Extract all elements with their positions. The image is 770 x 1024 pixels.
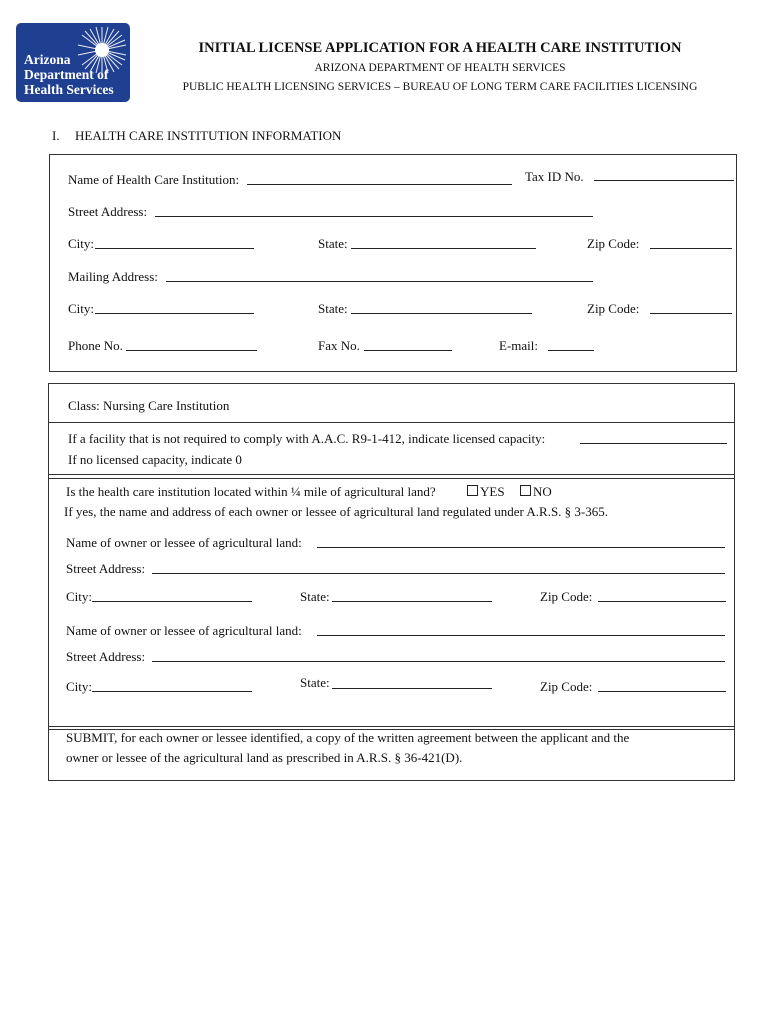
logo-line-3: Health Services [24, 82, 114, 97]
divider [48, 478, 735, 479]
licensed-capacity-field[interactable] [580, 443, 727, 444]
owner-2-street-field[interactable] [152, 661, 725, 662]
agricultural-question: Is the health care institution located within ¼ mile of agricultural land? [66, 484, 436, 499]
agricultural-note: If yes, the name and address of each owner or lessee of agricultural land regulated under A.R.S. § 3-365. [64, 504, 609, 519]
yes-label: YES [480, 484, 505, 499]
owner-2-label: Name of owner or lessee of agricultural land: [66, 623, 302, 638]
owner-2-state-field[interactable] [332, 688, 492, 689]
owner-1-label: Name of owner or lessee of agricultural land: [66, 535, 302, 550]
mailing-city-field[interactable] [95, 313, 254, 314]
page-title: INITIAL LICENSE APPLICATION FOR A HEALTH CARE INSTITUTION [198, 40, 682, 56]
mailing-address-field[interactable] [166, 281, 593, 282]
owner-2-field[interactable] [317, 635, 725, 636]
section-number: I. [52, 128, 60, 143]
logo-line-2: Department of [24, 67, 109, 82]
fax-label: Fax No. [318, 338, 360, 353]
email-field[interactable] [548, 350, 594, 351]
submit-instruction-line-2: owner or lessee of the agricultural land as prescribed in A.R.S. § 36-421(D). [66, 750, 463, 765]
institution-name-field[interactable] [247, 184, 512, 185]
street-address-label: Street Address: [68, 204, 148, 219]
mailing-city-label: City: [68, 301, 95, 316]
owner-2-zip-label: Zip Code: [540, 679, 593, 694]
fax-field[interactable] [364, 350, 452, 351]
owner-2-city-field[interactable] [92, 691, 252, 692]
divider [48, 726, 735, 727]
mailing-zip-label: Zip Code: [587, 301, 640, 316]
owner-1-street-field[interactable] [152, 573, 725, 574]
section-heading: HEALTH CARE INSTITUTION INFORMATION [75, 128, 342, 143]
city-field[interactable] [95, 248, 254, 249]
phone-label: Phone No. [68, 338, 123, 353]
divider [48, 474, 735, 475]
state-field[interactable] [351, 248, 536, 249]
capacity-note: If no licensed capacity, indicate 0 [68, 452, 242, 467]
no-option[interactable] [520, 484, 552, 499]
capacity-question: If a facility that is not required to comply with A.A.C. R9-1-412, indicate licensed capacity: [68, 431, 546, 446]
adhs-logo [16, 23, 130, 102]
yes-checkbox[interactable] [467, 485, 478, 496]
logo-line-1: Arizona [24, 52, 71, 67]
owner-1-city-label: City: [66, 589, 93, 604]
owner-2-state-label: State: [300, 675, 330, 690]
no-checkbox[interactable] [520, 485, 531, 496]
street-address-field[interactable] [155, 216, 593, 217]
department-name: ARIZONA DEPARTMENT OF HEALTH SERVICES [314, 62, 566, 74]
owner-1-street-label: Street Address: [66, 561, 146, 576]
owner-2-street-label: Street Address: [66, 649, 146, 664]
divider [48, 422, 735, 423]
zip-field[interactable] [650, 248, 732, 249]
bureau-name: PUBLIC HEALTH LICENSING SERVICES – BUREAU OF LONG TERM CARE FACILITIES LICENSING [182, 81, 698, 93]
state-label: State: [318, 236, 348, 251]
owner-1-zip-label: Zip Code: [540, 589, 593, 604]
mailing-state-label: State: [318, 301, 348, 316]
owner-1-zip-field[interactable] [598, 601, 726, 602]
phone-field[interactable] [126, 350, 257, 351]
mailing-address-label: Mailing Address: [68, 269, 158, 284]
owner-1-field[interactable] [317, 547, 725, 548]
city-label: City: [68, 236, 95, 251]
owner-2-zip-field[interactable] [598, 691, 726, 692]
owner-1-city-field[interactable] [92, 601, 252, 602]
tax-id-label: Tax ID No. [525, 169, 584, 184]
owner-1-state-field[interactable] [332, 601, 492, 602]
zip-label: Zip Code: [587, 236, 640, 251]
owner-2-city-label: City: [66, 679, 93, 694]
yes-option[interactable] [467, 484, 505, 499]
class-label: Class: Nursing Care Institution [68, 398, 230, 413]
submit-instruction-line-1: SUBMIT, for each owner or lessee identified, a copy of the written agreement between the applicant and the [66, 730, 630, 745]
mailing-state-field[interactable] [351, 313, 532, 314]
email-label: E-mail: [499, 338, 538, 353]
mailing-zip-field[interactable] [650, 313, 732, 314]
tax-id-field[interactable] [594, 180, 734, 181]
no-label: NO [533, 484, 552, 499]
owner-1-state-label: State: [300, 589, 330, 604]
institution-name-label: Name of Health Care Institution: [68, 172, 240, 187]
